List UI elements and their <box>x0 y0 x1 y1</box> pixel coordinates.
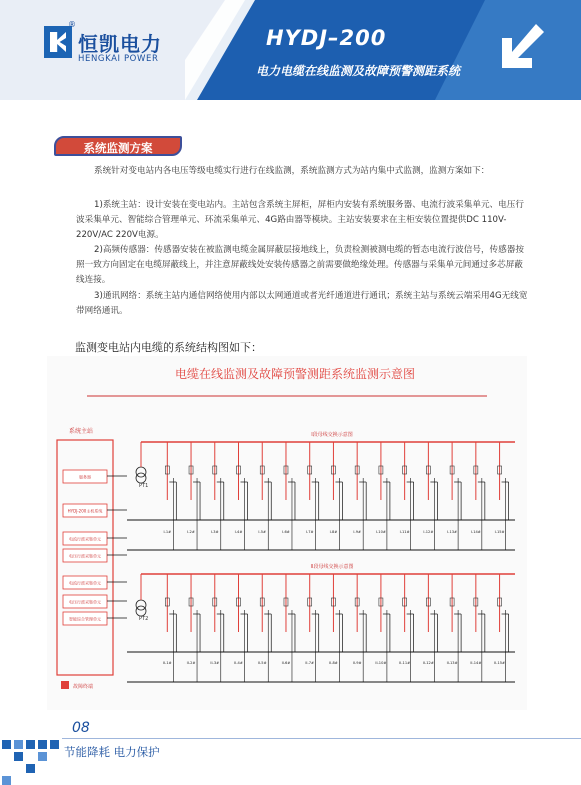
main-station-label: 系统主站 <box>69 428 94 435</box>
paragraph-intro: 系统针对变电站内各电压等级电缆实行进行在线监测，系统监测方式为站内集中式监测，监测方案如下： <box>94 166 490 176</box>
footer-slogan: 节能降耗 电力保护 <box>64 745 160 759</box>
feeder-label: I-1# <box>163 530 172 534</box>
product-subtitle: 电力电缆在线监测及故障预警测距系统 <box>256 64 461 78</box>
module-label: 电流行波采集单元 <box>69 580 101 586</box>
bus-section-2 <box>127 574 515 682</box>
module-label: 服务器 <box>79 474 91 480</box>
logo-text-cn: 恒凯电力 <box>78 32 162 56</box>
feeder-label: II-12# <box>422 661 434 665</box>
feeder-label: I-6# <box>282 530 290 534</box>
module-label: 电流行波采集单元 <box>69 536 101 542</box>
feeder-label: II-3# <box>210 661 220 665</box>
feeder-label: I-8# <box>329 530 338 534</box>
module-label: HYDJ-200主机系统 <box>67 508 103 514</box>
section-title: 系统监测方案 <box>54 136 182 156</box>
feeder-label: II-6# <box>281 661 291 665</box>
legend-label: 故障终端 <box>73 684 94 690</box>
module-label: 电压行波采集单元 <box>69 599 101 605</box>
diagram-caption: 监测变电站内电缆的系统结构图如下： <box>75 341 262 354</box>
feeder-label: II-8# <box>329 661 338 665</box>
product-model: HYDJ–200 <box>266 26 387 50</box>
footer-divider <box>62 738 581 739</box>
module-list <box>63 470 127 625</box>
system-structure-diagram <box>47 356 527 710</box>
bus-section-1 <box>127 442 515 550</box>
bus2-label: II段母线交换示意图 <box>310 564 354 570</box>
feeder-label: I-4# <box>234 530 243 534</box>
bus1-label: I段母线交换示意图 <box>311 432 353 438</box>
module-label: 电压行波采集单元 <box>69 553 101 559</box>
feeder-label: I-12# <box>423 530 434 534</box>
feeder-label: II-14# <box>470 661 482 665</box>
feeder-label: II-4# <box>234 661 243 665</box>
pt1-label: PT1 <box>139 483 149 489</box>
feeder-label: I-5# <box>258 530 267 534</box>
page-header <box>0 0 581 100</box>
feeder-label: II-9# <box>352 661 362 665</box>
feeder-label: II-13# <box>446 661 458 665</box>
logo-icon <box>44 26 72 58</box>
feeder-label: I-3# <box>210 530 219 534</box>
feeder-label: II-15# <box>494 661 506 665</box>
paragraph-network: 3)通讯网络：系统主站内通信网络使用内部以太网通道或者光纤通道进行通讯；系统主站与系统云端采用4G无线宽带网络通讯。 <box>76 291 528 316</box>
feeder-label: II-5# <box>257 661 267 665</box>
feeder-label: II-2# <box>186 661 196 665</box>
feeder-label: I-14# <box>470 530 481 534</box>
logo-registered-mark: ® <box>68 20 76 29</box>
feeder-label: I-11# <box>399 530 410 534</box>
feeder-label: I-9# <box>353 530 362 534</box>
feeder-label: I-2# <box>187 530 195 534</box>
paragraph-sensor: 2)高频传感器：传感器安装在被监测电缆金属屏蔽层接地线上，负责检测被测电缆的暂态电流行波信号，传感器按照一致方向固定在电缆屏蔽线上，并注意屏蔽线处安装传感器之前需要做绝缘处理。传感器与采集单元间通过多芯屏蔽线连接。 <box>76 245 524 285</box>
feeder-label: II-1# <box>162 661 172 665</box>
page-number: 08 <box>72 720 90 736</box>
arrow-down-left-icon <box>496 20 548 72</box>
feeder-label: I-15# <box>494 530 505 534</box>
feeder-label: I-10# <box>375 530 386 534</box>
paragraph-main-station: 1)系统主站：设计安装在变电站内。主站包含系统主屏柜，屏柜内安装有系统服务器、电流行波采集单元、电压行波采集单元、智能综合管理单元、环流采集单元、4G路由器等模块。主站安装要求在主柜安装位置提供DC 110V-220V/AC 220V电源。 <box>76 200 524 240</box>
module-label: 智能综合管理单元 <box>69 616 101 622</box>
diagram-title: 电缆在线监测及故障预警测距系统监测示意图 <box>174 367 416 381</box>
feeder-label: I-7# <box>305 530 314 534</box>
pt2-label: PT2 <box>139 616 149 622</box>
feeder-label: II-10# <box>375 661 387 665</box>
logo-text-en: HENGKAI POWER <box>78 54 159 64</box>
feeder-label: II-11# <box>399 661 411 665</box>
feeder-label: I-13# <box>447 530 458 534</box>
feeder-label: II-7# <box>305 661 315 665</box>
